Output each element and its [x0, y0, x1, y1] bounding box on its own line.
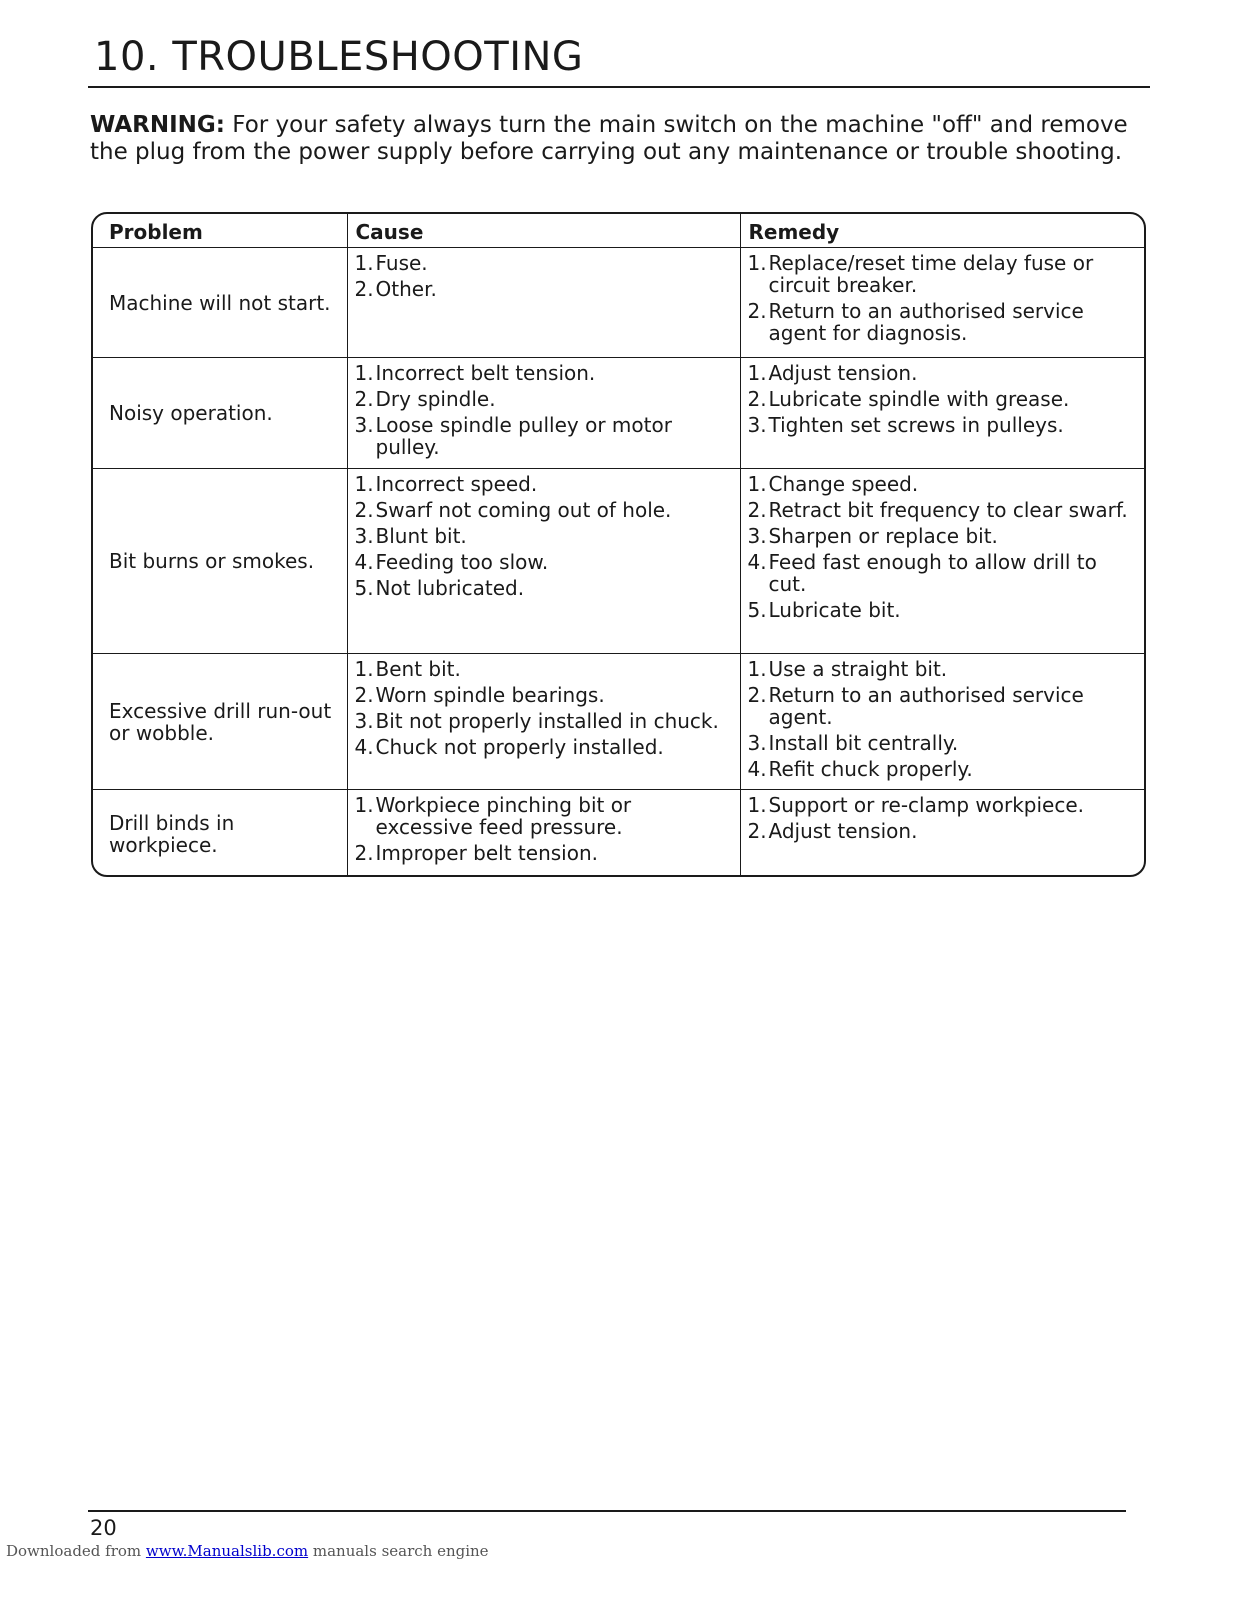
- item-number: 3.: [747, 731, 767, 755]
- remedy-list: [748, 794, 1137, 842]
- remedy-item: [748, 300, 1137, 344]
- problem-cell: Machine will not start.: [93, 248, 347, 358]
- remedy-item: [748, 599, 1137, 621]
- troubleshooting-table: [91, 212, 1146, 877]
- remedy-item: [748, 732, 1137, 754]
- item-text: Replace/reset time delay fuse or circuit breaker.: [768, 251, 1094, 297]
- item-number: 1.: [354, 472, 374, 496]
- cause-cell: [347, 654, 740, 790]
- cause-item: [355, 499, 732, 521]
- table-row: [93, 654, 1144, 790]
- item-number: 5.: [747, 598, 767, 622]
- warning-text: For your safety always turn the main switch on the machine "off" and remove the plug from the power supply before carrying out any maintenance or trouble shooting.: [90, 112, 1128, 165]
- cause-item: [355, 577, 732, 599]
- item-number: 2.: [354, 277, 374, 301]
- cause-list: [355, 252, 732, 300]
- cause-item: [355, 842, 732, 864]
- table-row: [93, 790, 1144, 878]
- cause-item: [355, 684, 732, 706]
- item-text: Fuse.: [375, 251, 428, 275]
- item-text: Chuck not properly installed.: [375, 735, 664, 759]
- item-text: Not lubricated.: [375, 576, 525, 600]
- remedy-cell: [740, 790, 1144, 878]
- item-number: 1.: [354, 361, 374, 385]
- remedy-item: [748, 758, 1137, 780]
- item-number: 4.: [747, 550, 767, 574]
- item-number: 1.: [354, 793, 374, 817]
- download-note: [6, 1542, 489, 1560]
- cause-cell: [347, 469, 740, 654]
- cause-item: [355, 710, 732, 732]
- item-text: Incorrect belt tension.: [375, 361, 596, 385]
- item-number: 2.: [354, 683, 374, 707]
- remedy-item: [748, 414, 1137, 436]
- item-text: Worn spindle bearings.: [375, 683, 605, 707]
- item-text: Lubricate bit.: [768, 598, 901, 622]
- problem-cell: Excessive drill run-out or wobble.: [93, 654, 347, 790]
- item-number: 2.: [747, 683, 767, 707]
- item-number: 1.: [747, 361, 767, 385]
- table-row: [93, 248, 1144, 358]
- remedy-item: [748, 473, 1137, 495]
- item-text: Dry spindle.: [375, 387, 496, 411]
- table-row: [93, 469, 1144, 654]
- item-text: Improper belt tension.: [375, 841, 598, 865]
- item-text: Retract bit frequency to clear swarf.: [768, 498, 1128, 522]
- remedy-item: [748, 551, 1137, 595]
- table-header-row: [93, 214, 1144, 248]
- header-remedy: Remedy: [740, 214, 1144, 248]
- problem-cell: Bit burns or smokes.: [93, 469, 347, 654]
- remedy-item: [748, 684, 1137, 728]
- title-divider: [88, 86, 1150, 88]
- item-number: 3.: [354, 524, 374, 548]
- item-text: Change speed.: [768, 472, 919, 496]
- remedy-cell: [740, 654, 1144, 790]
- download-suffix: manuals search engine: [308, 1542, 489, 1560]
- item-number: 1.: [747, 657, 767, 681]
- footer-divider: [88, 1510, 1126, 1512]
- item-number: 3.: [354, 413, 374, 437]
- item-number: 1.: [747, 472, 767, 496]
- item-number: 1.: [354, 251, 374, 275]
- cause-item: [355, 414, 732, 458]
- item-text: Blunt bit.: [375, 524, 467, 548]
- item-number: 1.: [354, 657, 374, 681]
- item-text: Other.: [375, 277, 437, 301]
- remedy-item: [748, 388, 1137, 410]
- cause-list: [355, 658, 732, 758]
- item-text: Tighten set screws in pulleys.: [768, 413, 1064, 437]
- item-number: 2.: [354, 841, 374, 865]
- item-text: Bent bit.: [375, 657, 461, 681]
- warning-notice: [90, 112, 1150, 166]
- cause-item: [355, 362, 732, 384]
- item-text: Feed fast enough to allow drill to cut.: [768, 550, 1097, 596]
- item-text: Feeding too slow.: [375, 550, 549, 574]
- item-number: 3.: [747, 413, 767, 437]
- remedy-cell: [740, 248, 1144, 358]
- item-number: 3.: [747, 524, 767, 548]
- cause-item: [355, 252, 732, 274]
- cause-item: [355, 658, 732, 680]
- item-number: 2.: [747, 498, 767, 522]
- warning-label: WARNING:: [90, 112, 225, 138]
- item-text: Loose spindle pulley or motor pulley.: [375, 413, 672, 459]
- item-text: Refit chuck properly.: [768, 757, 973, 781]
- item-number: 1.: [747, 793, 767, 817]
- item-text: Adjust tension.: [768, 819, 918, 843]
- item-number: 1.: [747, 251, 767, 275]
- item-number: 2.: [747, 387, 767, 411]
- problem-cell: Noisy operation.: [93, 358, 347, 469]
- cause-list: [355, 362, 732, 458]
- cause-item: [355, 525, 732, 547]
- item-number: 3.: [354, 709, 374, 733]
- item-text: Use a straight bit.: [768, 657, 948, 681]
- item-text: Swarf not coming out of hole.: [375, 498, 672, 522]
- cause-item: [355, 736, 732, 758]
- item-text: Bit not properly installed in chuck.: [375, 709, 719, 733]
- remedy-item: [748, 525, 1137, 547]
- item-text: Adjust tension.: [768, 361, 918, 385]
- cause-item: [355, 388, 732, 410]
- item-number: 4.: [354, 550, 374, 574]
- manualslib-link[interactable]: www.Manualslib.com: [145, 1542, 309, 1560]
- item-text: Incorrect speed.: [375, 472, 538, 496]
- item-text: Workpiece pinching bit or excessive feed pressure.: [375, 793, 632, 839]
- item-number: 4.: [747, 757, 767, 781]
- cause-item: [355, 551, 732, 573]
- remedy-cell: [740, 358, 1144, 469]
- item-text: Lubricate spindle with grease.: [768, 387, 1070, 411]
- header-cause: Cause: [347, 214, 740, 248]
- cause-item: [355, 473, 732, 495]
- item-text: Install bit centrally.: [768, 731, 959, 755]
- download-prefix: Downloaded from: [6, 1542, 146, 1560]
- cause-cell: [347, 358, 740, 469]
- item-number: 2.: [354, 387, 374, 411]
- item-text: Return to an authorised service agent.: [768, 683, 1084, 729]
- remedy-item: [748, 820, 1137, 842]
- cause-cell: [347, 248, 740, 358]
- item-text: Sharpen or replace bit.: [768, 524, 998, 548]
- cause-list: [355, 473, 732, 599]
- remedy-item: [748, 658, 1137, 680]
- remedy-list: [748, 362, 1137, 436]
- cause-item: [355, 278, 732, 300]
- page-number: 20: [90, 1516, 117, 1540]
- table-row: [93, 358, 1144, 469]
- remedy-list: [748, 658, 1137, 780]
- item-number: 2.: [354, 498, 374, 522]
- page-title: 10. TROUBLESHOOTING: [94, 34, 584, 80]
- remedy-cell: [740, 469, 1144, 654]
- remedy-item: [748, 499, 1137, 521]
- item-number: 2.: [747, 819, 767, 843]
- remedy-list: [748, 473, 1137, 621]
- header-problem: Problem: [93, 214, 347, 248]
- remedy-list: [748, 252, 1137, 344]
- remedy-item: [748, 794, 1137, 816]
- problem-cell: Drill binds in workpiece.: [93, 790, 347, 878]
- remedy-item: [748, 362, 1137, 384]
- item-number: 2.: [747, 299, 767, 323]
- item-text: Support or re-clamp workpiece.: [768, 793, 1084, 817]
- item-text: Return to an authorised service agent for diagnosis.: [768, 299, 1084, 345]
- cause-item: [355, 794, 732, 838]
- item-number: 4.: [354, 735, 374, 759]
- item-number: 5.: [354, 576, 374, 600]
- remedy-item: [748, 252, 1137, 296]
- cause-cell: [347, 790, 740, 878]
- cause-list: [355, 794, 732, 864]
